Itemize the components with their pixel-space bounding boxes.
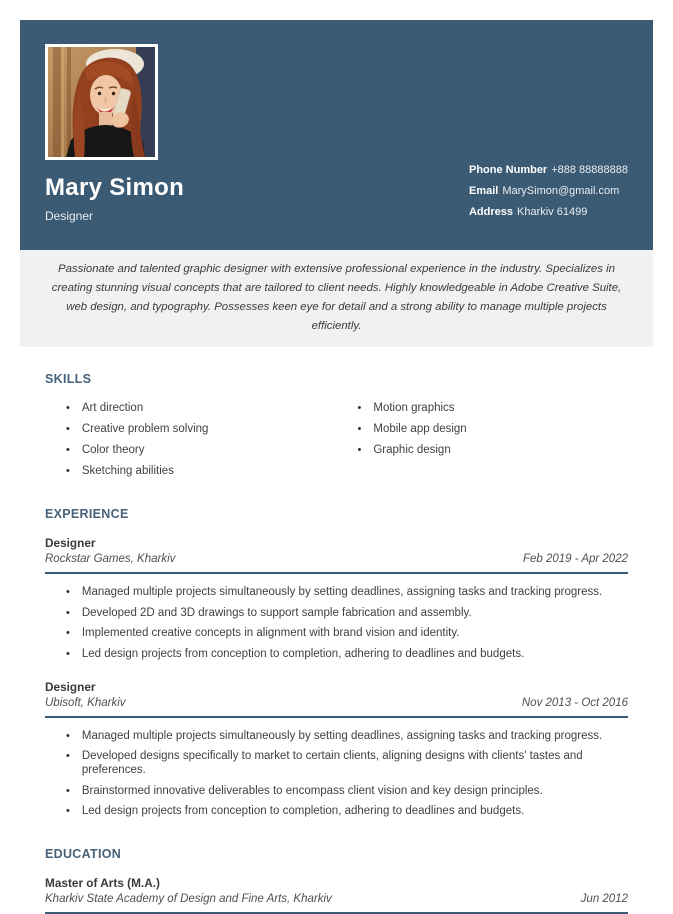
resume-page: [0, 20, 673, 906]
bullet-icon: •: [66, 648, 70, 661]
education-meta-row: [45, 893, 628, 914]
education-dates: Jun 2012: [580, 893, 628, 906]
bullet-icon: •: [357, 443, 362, 456]
contact-row: [469, 202, 628, 223]
job-dates: Feb 2019 - Apr 2022: [522, 553, 628, 566]
contact-row: [469, 181, 628, 202]
job-bullet-list: [45, 726, 628, 822]
job-bullet: [45, 582, 628, 603]
skill-item: [337, 419, 629, 440]
skill-item-text: Color theory: [81, 443, 145, 456]
job-bullet-text: Led design projects from conception to completion, adhering to deadlines and budgets.: [81, 805, 525, 818]
job-entry: [45, 536, 628, 665]
job-meta-row: [45, 553, 628, 574]
contact-value: Kharkiv 61499: [517, 206, 588, 218]
job-bullet: [45, 781, 628, 802]
job-company: Ubisoft, Kharkiv: [45, 697, 126, 710]
profile-photo: [45, 44, 158, 160]
resume-header: [20, 20, 653, 250]
education-degree: Master of Arts (M.A.): [45, 876, 160, 891]
person-name: Mary Simon: [45, 174, 185, 201]
contact-label: Email: [468, 185, 499, 197]
skill-item-text: Graphic design: [373, 443, 451, 456]
skill-item: [337, 398, 629, 419]
skill-item: [45, 461, 337, 482]
bullet-icon: •: [66, 401, 70, 414]
job-bullet-text: Implemented creative concepts in alignment with brand vision and identity.: [81, 627, 460, 640]
experience-jobs: [45, 536, 628, 822]
education-entry: [45, 876, 628, 914]
resume-body: [45, 372, 628, 914]
woman-portrait-illustration: [48, 47, 155, 157]
job-bullet: [45, 747, 628, 781]
skill-item-text: Motion graphics: [373, 401, 455, 414]
contact-list: [469, 160, 628, 224]
bullet-icon: •: [66, 805, 70, 818]
skills-column-2: [337, 398, 629, 482]
summary-paragraph: Passionate and talented graphic designer with extensive professional experience in the industry. Specializes in creating stunning visual concepts that are tailored to client needs. Highly knowledgeable in Adobe Creative Suite, web design, and typography. Possesses keen eye for detail and a strong ability to manage multiple projects efficiently.: [20, 250, 653, 347]
section-heading-skills: SKILLS: [45, 372, 92, 386]
contact-label: Phone Number: [468, 164, 548, 176]
job-dates: Nov 2013 - Oct 2016: [521, 697, 628, 710]
bullet-icon: •: [66, 422, 70, 435]
skill-item-text: Art direction: [81, 401, 144, 414]
skill-item: [45, 419, 337, 440]
job-bullet: [45, 726, 628, 747]
header-bottom: [45, 160, 628, 224]
job-title: Designer: [45, 536, 96, 551]
section-heading-education: EDUCATION: [45, 847, 122, 862]
job-bullet: [45, 644, 628, 665]
contact-value: +888 88888888: [551, 164, 628, 176]
bullet-icon: •: [66, 443, 70, 456]
bullet-icon: •: [66, 465, 70, 478]
job-bullet: [45, 624, 628, 645]
bullet-icon: •: [66, 585, 70, 598]
job-bullet: [45, 802, 628, 823]
identity-block: [45, 166, 184, 224]
job-bullet-text: Developed designs specifically to market to certain clients, aligning designs with clients' tastes and preferences.: [81, 750, 583, 776]
skill-item: [45, 440, 337, 461]
job-entry: [45, 680, 628, 822]
education-entries: [45, 876, 628, 914]
contact-row: [469, 160, 628, 181]
contact-label: Address: [468, 206, 514, 218]
job-bullet-text: Managed multiple projects simultaneously by setting deadlines, assigning tasks and tracking progress.: [81, 729, 603, 742]
job-bullet-list: [45, 582, 628, 665]
job-bullet-text: Led design projects from conception to completion, adhering to deadlines and budgets.: [81, 648, 525, 661]
skill-item: [337, 440, 629, 461]
skill-item-text: Mobile app design: [373, 422, 467, 435]
person-job-title: Designer: [45, 209, 94, 223]
job-bullet-text: Managed multiple projects simultaneously by setting deadlines, assigning tasks and tracking progress.: [81, 585, 603, 598]
skill-item-text: Creative problem solving: [81, 422, 209, 435]
education-school: Kharkiv State Academy of Design and Fine Arts, Kharkiv: [45, 893, 332, 906]
skill-item: [45, 398, 337, 419]
job-bullet: [45, 603, 628, 624]
bullet-icon: •: [66, 750, 70, 763]
section-heading-experience: EXPERIENCE: [45, 507, 129, 522]
job-meta-row: [45, 697, 628, 718]
bullet-icon: •: [66, 784, 70, 797]
skills-grid: [45, 398, 628, 482]
contact-value: MarySimon@gmail.com: [502, 185, 620, 197]
job-bullet-text: Brainstormed innovative deliverables to encompass client vision and key design principles.: [81, 784, 543, 797]
skills-column-1: [45, 398, 337, 482]
job-title: Designer: [45, 680, 96, 695]
bullet-icon: •: [66, 627, 70, 640]
bullet-icon: •: [66, 729, 70, 742]
bullet-icon: •: [357, 422, 362, 435]
bullet-icon: •: [357, 401, 362, 414]
skill-item-text: Sketching abilities: [81, 465, 174, 478]
job-company: Rockstar Games, Kharkiv: [45, 553, 176, 566]
bullet-icon: •: [66, 606, 70, 619]
job-bullet-text: Developed 2D and 3D drawings to support sample fabrication and assembly.: [81, 606, 472, 619]
